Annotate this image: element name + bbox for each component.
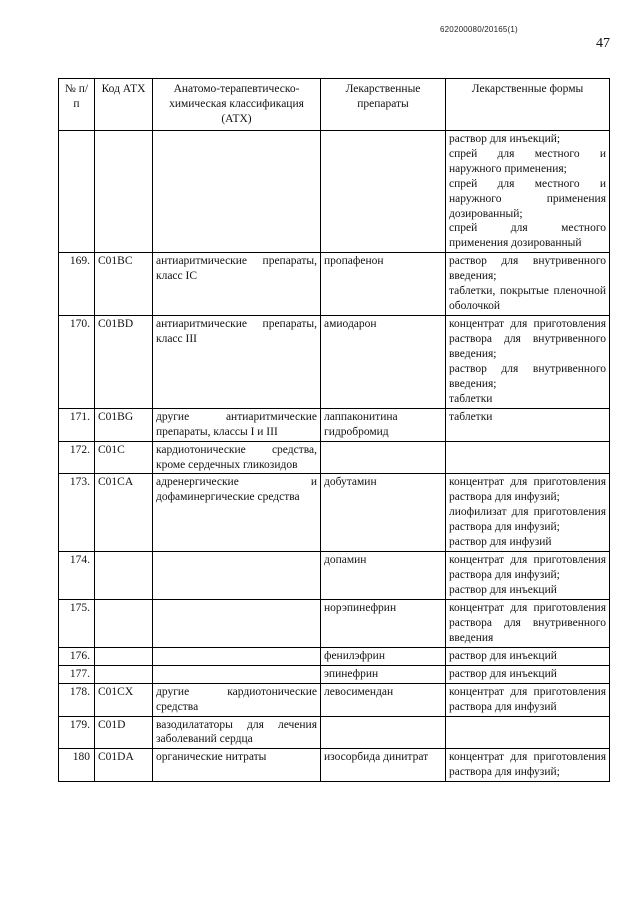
dosage-form-item: концентрат для приготовления раствора для внутривенного введения bbox=[449, 601, 606, 644]
atc-classification: антиаритмические препараты, класс IC bbox=[153, 253, 321, 316]
atc-classification: вазодилататоры для лечения заболеваний сердца bbox=[153, 716, 321, 749]
dosage-form-item: лиофилизат для приготовления раствора для инфузий; bbox=[449, 506, 606, 534]
dosage-forms bbox=[446, 749, 610, 782]
dosage-form-item: концентрат для приготовления раствора для внутривенного введения; bbox=[449, 318, 606, 360]
page-number: 47 bbox=[596, 36, 610, 51]
row-number: 174. bbox=[59, 552, 95, 600]
row-number: 177. bbox=[59, 665, 95, 683]
table-row bbox=[59, 130, 610, 253]
dosage-forms bbox=[446, 130, 610, 253]
header-code: Код АТХ bbox=[95, 79, 153, 131]
dosage-forms bbox=[446, 408, 610, 441]
atc-code bbox=[95, 130, 153, 253]
atc-classification bbox=[153, 130, 321, 253]
row-number: 173. bbox=[59, 474, 95, 552]
atc-code: C01D bbox=[95, 716, 153, 749]
atc-code: C01BC bbox=[95, 253, 153, 316]
table-row bbox=[59, 599, 610, 647]
drug-name bbox=[321, 716, 446, 749]
drug-name: эпинефрин bbox=[321, 665, 446, 683]
dosage-form-item: раствор для внутривенного введения; bbox=[449, 255, 606, 283]
dosage-forms bbox=[446, 474, 610, 552]
drug-name: изосорбида динитрат bbox=[321, 749, 446, 782]
atc-code: C01CA bbox=[95, 474, 153, 552]
table-row bbox=[59, 665, 610, 683]
table-row bbox=[59, 474, 610, 552]
table-row bbox=[59, 647, 610, 665]
table-header-row bbox=[59, 79, 610, 131]
table-row bbox=[59, 441, 610, 474]
atc-code bbox=[95, 552, 153, 600]
atc-classification bbox=[153, 665, 321, 683]
atc-classification: кардиотонические средства, кроме сердечных гликозидов bbox=[153, 441, 321, 474]
dosage-forms bbox=[446, 599, 610, 647]
dosage-form-item: спрей для местного и наружного применения; bbox=[449, 147, 606, 175]
atc-code: C01BG bbox=[95, 408, 153, 441]
atc-classification bbox=[153, 599, 321, 647]
atc-classification: органические нитраты bbox=[153, 749, 321, 782]
dosage-form-item: концентрат для приготовления раствора для инфузий; bbox=[449, 751, 606, 779]
row-number: 169. bbox=[59, 253, 95, 316]
dosage-form-item: таблетки bbox=[449, 392, 493, 405]
atc-classification: антиаритмические препараты, класс III bbox=[153, 316, 321, 409]
drug-name: добутамин bbox=[321, 474, 446, 552]
drug-name bbox=[321, 441, 446, 474]
row-number: 180 bbox=[59, 749, 95, 782]
dosage-form-item: раствор для внутривенного введения; bbox=[449, 362, 606, 390]
dosage-forms bbox=[446, 253, 610, 316]
drug-name: норэпинефрин bbox=[321, 599, 446, 647]
atc-classification bbox=[153, 552, 321, 600]
table-row bbox=[59, 716, 610, 749]
drug-name: допамин bbox=[321, 552, 446, 600]
dosage-form-item: концентрат для приготовления раствора для инфузий; bbox=[449, 554, 606, 582]
header-num: № п/п bbox=[59, 79, 95, 131]
atc-code: C01CX bbox=[95, 683, 153, 716]
dosage-form-item: раствор для инъекций bbox=[449, 649, 557, 662]
row-number: 172. bbox=[59, 441, 95, 474]
dosage-forms bbox=[446, 665, 610, 683]
atc-code: C01C bbox=[95, 441, 153, 474]
header-forms: Лекарственные формы bbox=[446, 79, 610, 131]
dosage-forms bbox=[446, 441, 610, 474]
header-classification: Анатомо-терапевтическо-химическая классификация (АТХ) bbox=[153, 79, 321, 131]
document-id: 620200080/20165(1) bbox=[440, 25, 518, 34]
table-row bbox=[59, 316, 610, 409]
drug-name: левосимендан bbox=[321, 683, 446, 716]
drug-name: лаппаконитина гидробромид bbox=[321, 408, 446, 441]
dosage-form-item: таблетки, покрытые пленочной оболочкой bbox=[449, 285, 606, 313]
atc-code bbox=[95, 599, 153, 647]
table-row bbox=[59, 683, 610, 716]
dosage-forms bbox=[446, 647, 610, 665]
drug-name: пропафенон bbox=[321, 253, 446, 316]
dosage-form-item: спрей для местного и наружного применения дозированный; bbox=[449, 177, 606, 220]
drug-name: фенилэфрин bbox=[321, 647, 446, 665]
dosage-forms bbox=[446, 683, 610, 716]
dosage-form-item: раствор для инфузий bbox=[449, 536, 552, 549]
dosage-form-item: раствор для инъекций; bbox=[449, 132, 561, 145]
atc-code: C01BD bbox=[95, 316, 153, 409]
row-number: 178. bbox=[59, 683, 95, 716]
table-row bbox=[59, 253, 610, 316]
header-drugs: Лекарственные препараты bbox=[321, 79, 446, 131]
dosage-form-item: концентрат для приготовления раствора для инфузий; bbox=[449, 476, 606, 504]
atc-classification bbox=[153, 647, 321, 665]
dosage-form-item: концентрат для приготовления раствора для инфузий bbox=[449, 685, 606, 713]
row-number: 175. bbox=[59, 599, 95, 647]
dosage-form-item: спрей для местного применения дозированный bbox=[449, 222, 606, 250]
row-number: 176. bbox=[59, 647, 95, 665]
drug-table bbox=[58, 78, 610, 782]
atc-classification: другие антиаритмические препараты, классы I и III bbox=[153, 408, 321, 441]
atc-code: C01DA bbox=[95, 749, 153, 782]
table-row bbox=[59, 552, 610, 600]
table-row bbox=[59, 749, 610, 782]
dosage-form-item: раствор для инъекций bbox=[449, 667, 557, 680]
drug-name bbox=[321, 130, 446, 253]
dosage-forms bbox=[446, 716, 610, 749]
row-number: 170. bbox=[59, 316, 95, 409]
table-row bbox=[59, 408, 610, 441]
atc-code bbox=[95, 665, 153, 683]
atc-classification: адренергические и дофаминергические средства bbox=[153, 474, 321, 552]
row-number bbox=[59, 130, 95, 253]
dosage-form-item: раствор для инъекций bbox=[449, 584, 557, 596]
dosage-form-item: таблетки bbox=[449, 410, 493, 423]
dosage-forms bbox=[446, 316, 610, 409]
row-number: 171. bbox=[59, 408, 95, 441]
dosage-forms bbox=[446, 552, 610, 600]
row-number: 179. bbox=[59, 716, 95, 749]
atc-code bbox=[95, 647, 153, 665]
table-body bbox=[59, 130, 610, 781]
atc-classification: другие кардиотонические средства bbox=[153, 683, 321, 716]
drug-name: амиодарон bbox=[321, 316, 446, 409]
